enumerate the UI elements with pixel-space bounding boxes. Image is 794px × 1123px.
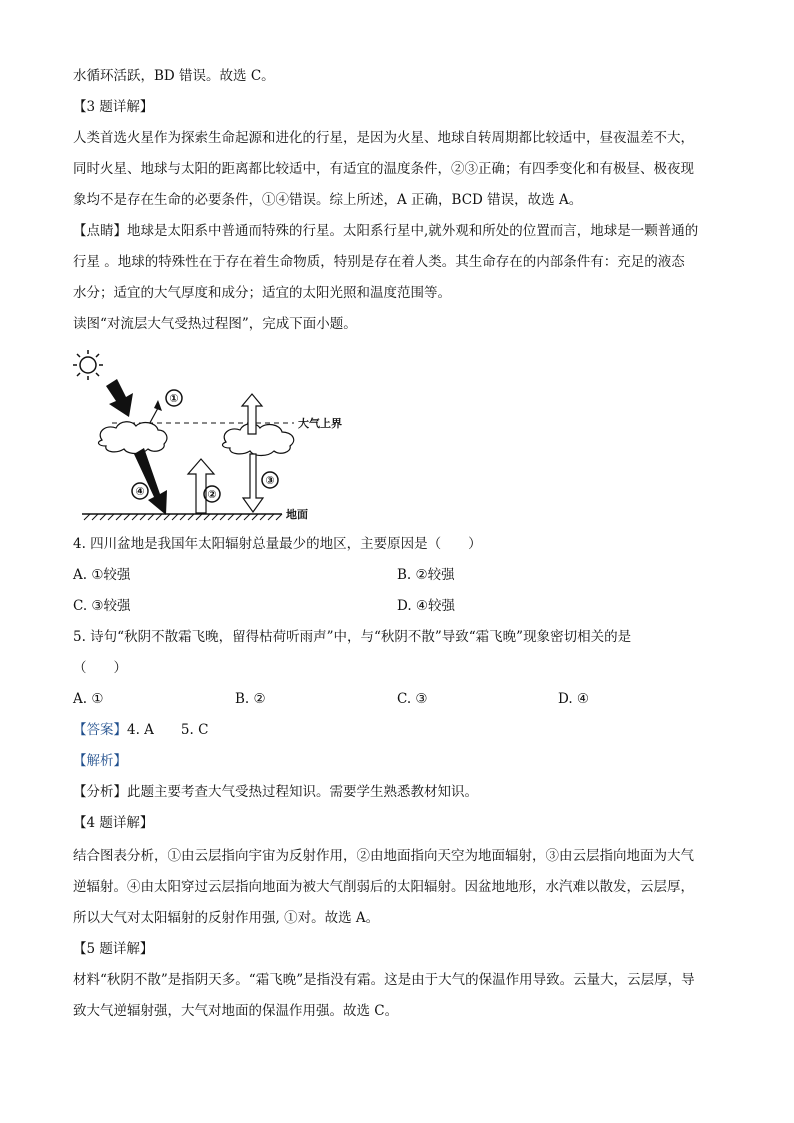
- tip-text: 地球是太阳系中普通而特殊的行星。太阳系行星中,就外观和所处的位置而言，地球是一颗普通的: [127, 223, 699, 239]
- text-line: 材料“秋阴不散”是指阴天多。“霜飞晚”是指没有霜。这是由于大气的保温作用导致。云量大，云层厚，导: [73, 972, 695, 988]
- text-line: 致大气逆辐射强，大气对地面的保温作用强。故选 C。: [73, 1003, 399, 1019]
- sun-icon: [73, 350, 103, 380]
- text-line: 水循环活跃，BD 错误。故选 C。: [73, 68, 275, 84]
- cloud-left-icon: [99, 422, 167, 454]
- question-5-stem: 5. 诗句“秋阴不散霜飞晚，留得枯荷听雨声”中，与“秋阴不散”导致“霜飞晚”现象密切相关的是: [73, 629, 632, 645]
- ground-hatching: [84, 514, 282, 520]
- text-line: 结合图表分析，①由云层指向宇宙为反射作用，②由地面指向天空为地面辐射，③由云层指向地面为大气: [73, 848, 694, 864]
- analysis-tag: 【解析】: [73, 753, 127, 769]
- answer-tag: 【答案】: [73, 722, 127, 738]
- text-line: 象均不是存在生命的必要条件，①④错误。综上所述，A 正确，BCD 错误，故选 A。: [73, 192, 583, 208]
- q5-option-a: A. ①: [73, 691, 104, 707]
- q5-option-b: B. ②: [235, 691, 266, 707]
- section-heading: 【5 题详解】: [73, 941, 154, 957]
- tip-tag: 【点睛】: [73, 223, 127, 239]
- answer-line: [73, 720, 208, 740]
- label-ground: 地面: [286, 508, 308, 521]
- marker-3: ③: [265, 474, 275, 487]
- fenxi-text: 此题主要考查大气受热过程知识。需要学生熟悉教材知识。: [127, 784, 478, 800]
- weakened-solar-radiation-arrow: [134, 448, 167, 515]
- label-atmosphere-top: 大气上界: [298, 417, 342, 430]
- fenxi-tag: 【分析】: [73, 784, 127, 800]
- cloud-right-icon: [223, 424, 294, 456]
- text-line: 逆辐射。④由太阳穿过云层指向地面为被大气削弱后的太阳辐射。因盆地地形，水汽难以散发，云层厚，: [73, 879, 694, 895]
- q4-option-b: B. ②较强: [397, 567, 455, 583]
- text-line: 水分；适宜的大气厚度和成分；适宜的太阳光照和温度范围等。: [73, 285, 451, 301]
- text-line: 行星 。地球的特殊性在于存在着生命物质，特别是存在着人类。其生命存在的内部条件有：充足的液态: [73, 254, 685, 270]
- text-line: 人类首选火星作为探索生命起源和进化的行星，是因为火星、地球自转周期都比较适中，昼夜温差不大，: [73, 130, 694, 146]
- marker-1: ①: [169, 392, 179, 405]
- atmospheric-counter-radiation-arrow: [243, 454, 263, 512]
- fenxi-line: [73, 782, 478, 802]
- text-line: 所以大气对太阳辐射的反射作用强, ①对。故选 A。: [73, 910, 380, 926]
- diagram-svg: [66, 348, 366, 524]
- text-line: 读图“对流层大气受热过程图”，完成下面小题。: [73, 316, 357, 332]
- question-4-stem: 4. 四川盆地是我国年太阳辐射总量最少的地区，主要原因是（ ）: [73, 536, 482, 552]
- q5-option-d: D. ④: [558, 691, 590, 707]
- tip-line: [73, 221, 698, 241]
- answer-text: 4. A 5. C: [127, 722, 209, 738]
- question-5-paren: （ ）: [73, 660, 127, 676]
- marker-4: ④: [135, 485, 145, 498]
- q5-option-c: C. ③: [397, 691, 428, 707]
- q4-option-c: C. ③较强: [73, 598, 131, 614]
- q4-option-a: A. ①较强: [73, 567, 131, 583]
- atmosphere-heating-diagram: [66, 348, 366, 524]
- marker-2: ②: [207, 488, 217, 501]
- solar-radiation-arrow: [106, 379, 133, 417]
- text-line: 同时火星、地球与太阳的距离都比较适中，有适宜的温度条件，②③正确；有四季变化和有极昼、极夜现: [73, 161, 694, 177]
- q4-option-d: D. ④较强: [397, 598, 456, 614]
- section-heading: 【3 题详解】: [73, 99, 154, 115]
- section-heading: 【4 题详解】: [73, 815, 154, 831]
